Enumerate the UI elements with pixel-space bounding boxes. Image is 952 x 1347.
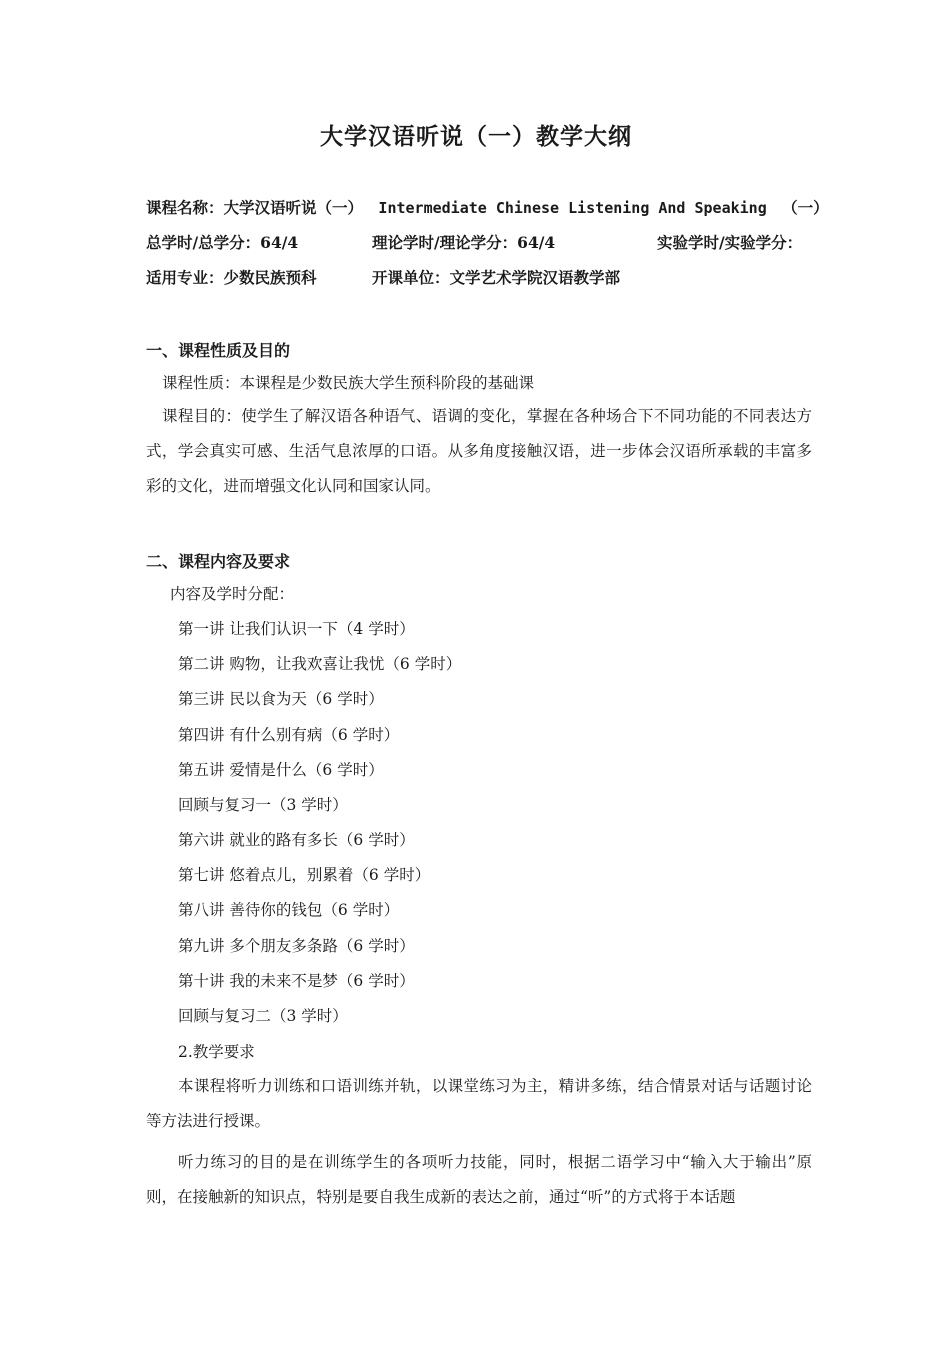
lesson-item: 第四讲 有什么别有病（6 学时） xyxy=(178,726,400,744)
major: 适用专业：少数民族预科 xyxy=(146,268,317,287)
lesson-item: 回顾与复习二（3 学时） xyxy=(178,1007,348,1025)
section1-heading: 一、课程性质及目的 xyxy=(146,341,291,360)
lesson-item: 第一讲 让我们认识一下（4 学时） xyxy=(178,620,415,638)
course-name-en: Intermediate Chinese Listening And Speaking xyxy=(378,199,767,217)
course-name-suffix: （一） xyxy=(782,198,829,217)
teaching-unit: 开课单位：文学艺术学院汉语教学部 xyxy=(372,268,621,287)
total-hours: 总学时/总学分：64/4 xyxy=(146,233,299,252)
listening-paragraph: 听力练习的目的是在训练学生的各项听力技能，同时，根据二语学习中“输入大于输出”原则，在接触新的知识点，特别是要自我生成新的表达之前，通过“听”的方式将于本话题 xyxy=(146,1153,812,1206)
lesson-item: 第九讲 多个朋友多条路（6 学时） xyxy=(178,937,415,955)
course-nature: 课程性质：本课程是少数民族大学生预科阶段的基础课 xyxy=(162,374,535,392)
course-purpose: 课程目的：使学生了解汉语各种语气、语调的变化，掌握在各种场合下不同功能的不同表达方式，学会真实可感、生活气息浓厚的口语。从多角度接触汉语，进一步体会汉语所承载的丰富多彩的文化，进而增强文化认同和国家认同。 xyxy=(146,407,812,495)
theory-hours: 理论学时/理论学分：64/4 xyxy=(372,233,556,252)
course-name-label: 课程名称：大学汉语听说（一） xyxy=(146,198,364,217)
course-name-line xyxy=(146,198,829,218)
requirements-paragraph: 本课程将听力训练和口语训练并轨，以课堂练习为主，精讲多练，结合情景对话与话题讨论等方法进行授课。 xyxy=(146,1077,812,1130)
lesson-item: 第二讲 购物，让我欢喜让我忧（6 学时） xyxy=(178,655,462,673)
lesson-item: 第七讲 悠着点儿，别累着（6 学时） xyxy=(178,866,431,884)
lesson-item: 回顾与复习一（3 学时） xyxy=(178,796,348,814)
lesson-item: 第八讲 善待你的钱包（6 学时） xyxy=(178,901,400,919)
lesson-item: 第十讲 我的未来不是梦（6 学时） xyxy=(178,972,415,990)
lesson-item: 第五讲 爱情是什么（6 学时） xyxy=(178,761,384,779)
lesson-item: 第三讲 民以食为天（6 学时） xyxy=(178,690,384,708)
requirements-heading: 2.教学要求 xyxy=(178,1043,255,1061)
lesson-item: 第六讲 就业的路有多长（6 学时） xyxy=(178,831,415,849)
section2-heading: 二、课程内容及要求 xyxy=(146,552,291,571)
document-title: 大学汉语听说（一）教学大纲 xyxy=(320,123,632,150)
content-intro: 内容及学时分配： xyxy=(170,585,295,603)
lab-hours: 实验学时/实验学分： xyxy=(657,233,803,252)
